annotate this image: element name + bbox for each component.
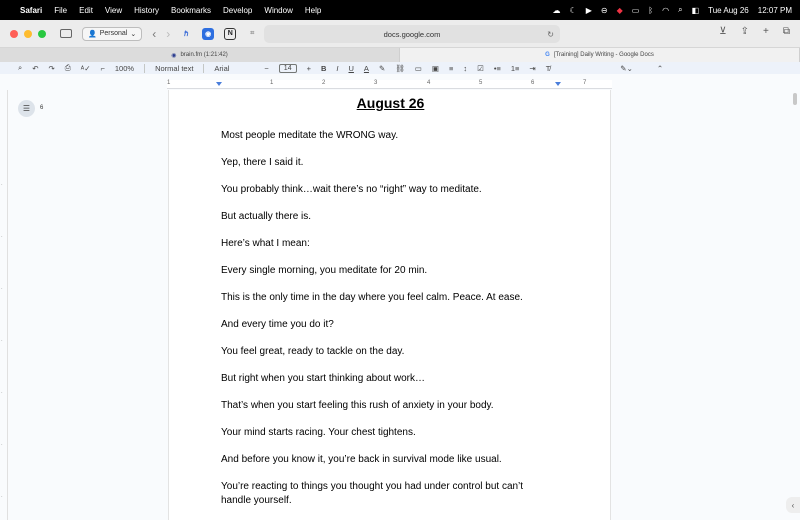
vruler-tick: · (1, 442, 3, 448)
extension-h-icon[interactable]: ℏ (184, 30, 189, 38)
menu-history[interactable]: History (134, 5, 160, 15)
google-favicon-icon: G (545, 52, 550, 58)
control-center-icon[interactable]: ◧ (691, 5, 700, 15)
tab-overview-icon[interactable]: ⧉ (782, 26, 790, 37)
safari-toolbar (0, 20, 800, 48)
paragraph: But actually there is. (221, 211, 312, 222)
minus-circle-icon[interactable]: ⊖ (600, 5, 608, 15)
paragraph: Every single morning, you meditate for 20 min. (221, 265, 428, 276)
address-url: docs.google.com (383, 29, 441, 39)
right-indent-marker-icon[interactable] (555, 82, 561, 86)
window-controls (10, 30, 46, 38)
close-window-button[interactable] (10, 30, 18, 38)
paragraph: That’s when you start feeling this rush of anxiety in your body. (221, 400, 494, 411)
image-icon[interactable]: ▣ (431, 63, 439, 73)
decrease-font-icon[interactable]: − (264, 63, 269, 73)
vruler-tick: · (1, 390, 3, 396)
tab-brainfm-title: brain.fm (1:21:42) (180, 52, 228, 58)
font-select[interactable]: Arial (214, 63, 230, 73)
profile-selector[interactable] (82, 27, 142, 41)
align-icon[interactable]: ≡ (448, 63, 454, 73)
editing-mode-icon[interactable]: ✎⌄ (620, 63, 633, 73)
share-icon[interactable]: ⇪ (740, 26, 750, 37)
style-select[interactable]: Normal text (155, 63, 194, 73)
search-icon[interactable]: ⌕ (678, 5, 683, 14)
menubar-time[interactable]: 12:07 PM (757, 5, 792, 15)
paragraph: You feel great, ready to tackle on the day. (221, 346, 405, 357)
ruler-number: 2 (322, 80, 326, 86)
document-outline-button[interactable] (18, 99, 44, 117)
chevron-down-icon: ⌄ (130, 30, 137, 38)
line-spacing-icon[interactable]: ↕ (463, 63, 468, 73)
paragraph: This is the only time in the day where you feel calm. Peace. At ease. (221, 292, 523, 303)
play-icon[interactable]: ▶ (585, 5, 592, 15)
docs-toolbar (0, 62, 800, 74)
tab-strip (0, 48, 800, 62)
menubar-status-area (553, 5, 792, 15)
paragraph: Your mind starts racing. Your chest tightens. (221, 427, 416, 438)
font-size-input[interactable]: 14 (279, 64, 297, 73)
menu-window[interactable]: Window (264, 5, 293, 15)
moon-icon[interactable]: ☾ (569, 5, 577, 15)
increase-font-icon[interactable]: + (306, 63, 311, 73)
back-arrow-icon[interactable]: ‹ (152, 26, 157, 41)
paragraph: You probably think…wait there’s no “right” way to meditate. (221, 184, 482, 195)
print-icon[interactable]: ⎙ (64, 63, 71, 72)
ruler-number: 4 (427, 80, 431, 86)
ruler-number: 7 (583, 80, 587, 86)
link-icon[interactable]: ⛓ (395, 63, 405, 73)
scrollbar-thumb[interactable] (793, 93, 797, 105)
menu-bookmarks[interactable]: Bookmarks (171, 5, 212, 15)
indent-marker-icon[interactable] (216, 82, 222, 86)
menu-help[interactable]: Help (304, 5, 322, 15)
vruler-tick: · (1, 286, 3, 292)
wifi-icon[interactable]: ◠ (662, 5, 670, 15)
vruler-tick: · (1, 338, 3, 344)
menu-edit[interactable]: Edit (79, 5, 93, 15)
paint-format-icon[interactable]: ⌐ (100, 63, 105, 73)
indent-icon[interactable]: ⇥ (529, 63, 536, 73)
italic-icon[interactable]: I (336, 63, 339, 73)
battery-icon[interactable]: ▭ (631, 5, 640, 15)
collapse-toolbar-icon[interactable]: ⌃ (656, 63, 664, 73)
numbered-list-icon[interactable]: 1≡ (510, 63, 520, 73)
macos-menubar (0, 0, 800, 20)
vertical-ruler[interactable] (0, 90, 8, 520)
downloads-icon[interactable]: ⊻ (719, 26, 727, 37)
paragraph: Most people meditate the WRONG way. (221, 130, 399, 141)
underline-icon[interactable]: U (348, 63, 354, 73)
outline-list-icon: ☰ (18, 100, 35, 117)
zoom-window-button[interactable] (38, 30, 46, 38)
checklist-icon[interactable]: ☑ (477, 63, 484, 73)
menu-develop[interactable]: Develop (223, 5, 253, 15)
address-bar[interactable] (264, 25, 560, 43)
tab-brainfm[interactable] (0, 48, 400, 62)
vruler-tick: · (1, 182, 3, 188)
new-tab-icon[interactable]: + (763, 26, 769, 37)
ruler-number: 5 (479, 80, 483, 86)
bullet-list-icon[interactable]: •≡ (493, 63, 501, 73)
paragraph: And every time you do it? (221, 319, 334, 330)
outline-count: 6 (40, 105, 44, 111)
paragraph: But right when you start thinking about work… (221, 373, 425, 384)
notion-icon[interactable]: N (224, 28, 236, 40)
sidebar-toggle-icon[interactable] (60, 29, 72, 38)
bold-icon[interactable]: B (320, 63, 327, 73)
zoom-select[interactable]: 100% (114, 63, 135, 73)
ruler-number: 1 (270, 80, 274, 86)
person-icon: 👤 (88, 30, 97, 38)
ruler-number: 6 (531, 80, 535, 86)
extension-gray-icon[interactable]: ⌗ (250, 29, 255, 37)
reload-icon[interactable]: ↻ (547, 29, 554, 39)
menu-view[interactable]: View (104, 5, 123, 15)
extension-blue-icon[interactable]: ◉ (202, 28, 214, 40)
comment-icon[interactable]: ▭ (414, 63, 422, 73)
document-title: August 26 (356, 95, 425, 111)
clear-format-icon[interactable]: T̸ (545, 63, 551, 73)
menu-file[interactable]: File (54, 5, 68, 15)
minimize-window-button[interactable] (24, 30, 32, 38)
paragraph: Yep, there I said it. (221, 157, 304, 168)
vruler-tick: · (1, 234, 3, 240)
profile-label: Personal (99, 30, 128, 37)
paragraph: You’re reacting to things you thought you had under control but can’t handle yourself. (221, 481, 524, 506)
cloud-icon[interactable]: ☁ (552, 5, 561, 15)
tab-google-docs-title: [Training] Daily Writing - Google Docs (553, 52, 654, 58)
paragraph: Here’s what I mean: (221, 238, 310, 249)
menu-app-name[interactable]: Safari (20, 5, 43, 15)
ruler-number: 3 (374, 80, 378, 86)
shield-icon[interactable]: ◆ (616, 5, 623, 15)
document-page[interactable] (168, 90, 611, 520)
side-panel-toggle-icon[interactable]: ‹ (786, 497, 800, 513)
undo-icon[interactable]: ↶ (32, 63, 39, 73)
horizontal-ruler[interactable] (167, 80, 612, 89)
ruler-number: 1 (167, 80, 171, 86)
brainfm-favicon-icon: ◉ (171, 52, 177, 59)
spellcheck-icon[interactable]: ᴬ✓ (80, 63, 91, 73)
text-color-icon[interactable]: A (363, 63, 369, 73)
toolbar-divider (144, 64, 145, 73)
highlight-icon[interactable]: ✎ (378, 63, 386, 73)
vruler-tick: · (1, 494, 3, 500)
toolbar-divider (203, 64, 204, 73)
paragraph: And before you know it, you’re back in survival mode like usual. (221, 454, 502, 465)
bluetooth-icon[interactable]: ᛒ (648, 5, 654, 15)
forward-arrow-icon[interactable]: › (166, 26, 171, 41)
menubar-date[interactable]: Tue Aug 26 (708, 5, 749, 15)
tab-google-docs[interactable] (400, 48, 800, 62)
toolbar-actions (719, 26, 790, 37)
redo-icon[interactable]: ↷ (48, 63, 55, 73)
search-menus-icon[interactable]: ⌕ (18, 63, 23, 72)
